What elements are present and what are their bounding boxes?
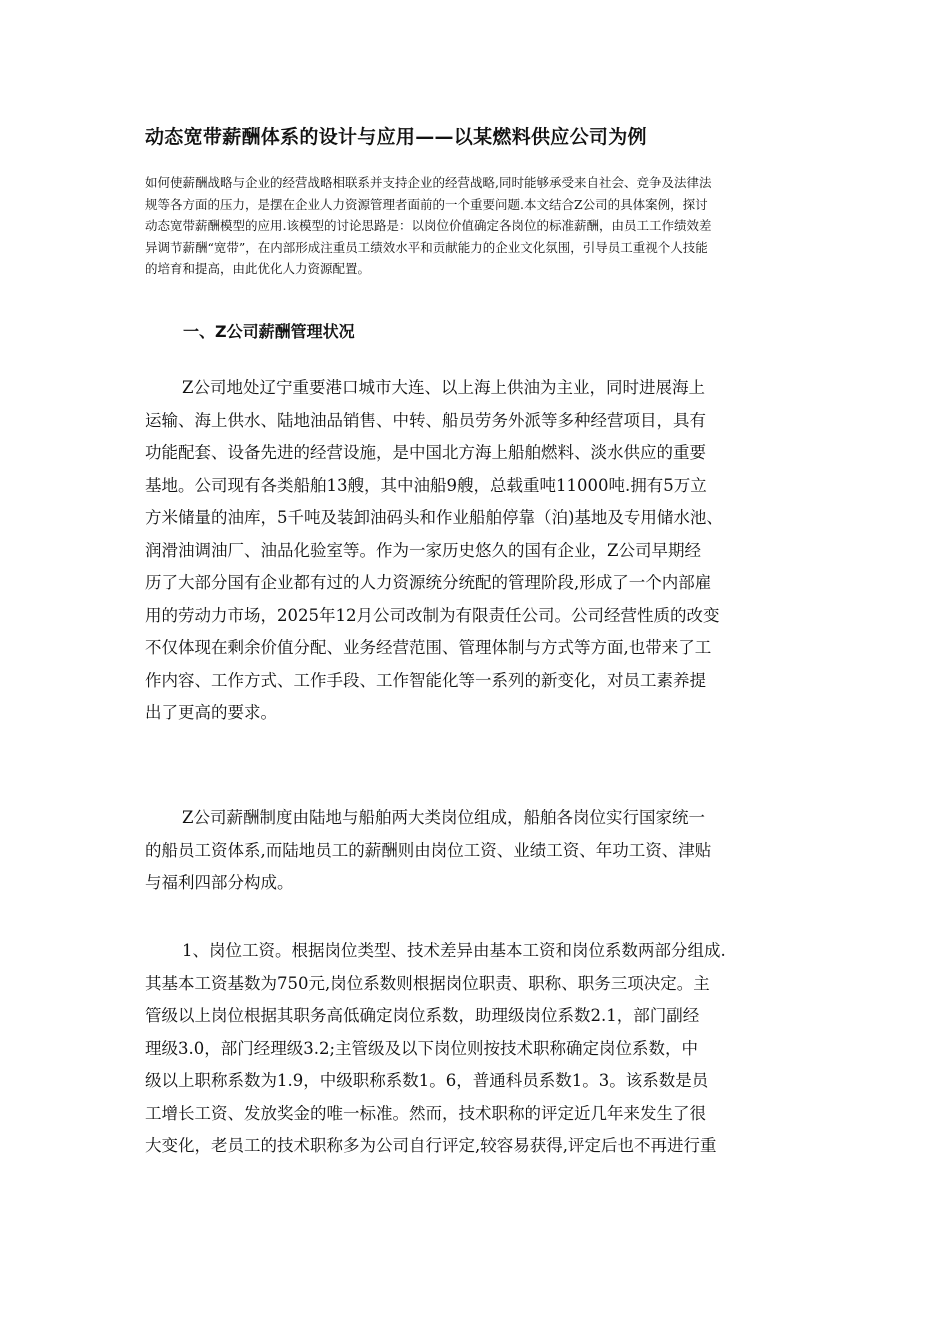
- paragraph-company-overview: [145, 372, 805, 730]
- paragraph-line: Z公司薪酬制度由陆地与船舶两大类岗位组成，船舶各岗位实行国家统一: [182, 808, 705, 827]
- paragraph-line: 管级以上岗位根据其职务高低确定岗位系数，助理级岗位系数2.1，部门副经: [145, 1006, 700, 1025]
- abstract-line: 规等各方面的压力，是摆在企业人力资源管理者面前的一个重要问题.本文结合Z公司的具体案例，探讨: [145, 196, 708, 212]
- abstract-line: 动态宽带薪酬模型的应用.该模型的讨论思路是：以岗位价值确定各岗位的标准薪酬，由员工工作绩效差: [145, 218, 712, 233]
- paragraph-line: Z公司地处辽宁重要港口城市大连、以上海上供油为主业，同时进展海上: [182, 378, 705, 397]
- paragraph-line: 基地。公司现有各类船舶13艘，其中油船9艘，总载重吨11000吨.拥有5万立: [145, 475, 707, 495]
- paragraph-line: 1、岗位工资。根据岗位类型、技术差异由基本工资和岗位系数两部分组成.: [182, 941, 726, 960]
- paragraph-line: 润滑油调油厂、油品化验室等。作为一家历史悠久的国有企业，Z公司早期经: [145, 540, 701, 560]
- paragraph-line: 其基本工资基数为750元,岗位系数则根据岗位职责、职称、职务三项决定。主: [145, 973, 710, 993]
- paragraph-line: 与福利四部分构成。: [145, 873, 294, 892]
- paragraph-line: 历了大部分国有企业都有过的人力资源统分统配的管理阶段,形成了一个内部雇: [145, 573, 712, 592]
- paragraph-salary-structure: [145, 802, 805, 900]
- paragraph-line: 理级3.0，部门经理级3.2;主管级及以下岗位则按技术职称确定岗位系数，中: [145, 1038, 699, 1058]
- section-heading: 一、Z公司薪酬管理状况: [183, 322, 355, 341]
- paragraph-line: 级以上职称系数为1.9，中级职称系数1。6，普通科员系数1。3。该系数是员: [145, 1071, 709, 1090]
- document-title: 动态宽带薪酬体系的设计与应用——以某燃料供应公司为例: [145, 126, 647, 148]
- paragraph-position-wage: [145, 935, 805, 1163]
- paragraph-line: 运输、海上供水、陆地油品销售、中转、船员劳务外派等多种经营项目，具有: [145, 410, 706, 430]
- paragraph-line: 用的劳动力市场，2025年12月公司改制为有限责任公司。公司经营性质的改变: [145, 605, 720, 625]
- paragraph-line: 的船员工资体系,而陆地员工的薪酬则由岗位工资、业绩工资、年功工资、津贴: [145, 840, 712, 860]
- paragraph-line: 作内容、工作方式、工作手段、工作智能化等一系列的新变化，对员工素养提: [145, 670, 706, 690]
- paragraph-line: 功能配套、设备先进的经营设施，是中国北方海上船舶燃料、淡水供应的重要: [145, 443, 706, 462]
- abstract-line: 如何使薪酬战略与企业的经营战略相联系并支持企业的经营战略,同时能够承受来自社会、竞争及法律法: [145, 175, 712, 190]
- abstract-line: 的培育和提高，由此优化人力资源配置。: [145, 261, 371, 276]
- paragraph-line: 方米储量的油库，5千吨及装卸油码头和作业船舶停靠（泊)基地及专用储水池、: [145, 508, 723, 527]
- paragraph-line: 不仅体现在剩余价值分配、业务经营范围、管理体制与方式等方面,也带来了工: [145, 638, 712, 657]
- paragraph-line: 工增长工资、发放奖金的唯一标准。然而，技术职称的评定近几年来发生了很: [145, 1103, 706, 1123]
- paragraph-line: 大变化，老员工的技术职称多为公司自行评定,较容易获得,评定后也不再进行重: [145, 1136, 717, 1155]
- paragraph-line: 出了更高的要求。: [145, 703, 277, 722]
- abstract: [145, 172, 805, 280]
- abstract-line: 异调节薪酬“宽带”，在内部形成注重员工绩效水平和贡献能力的企业文化氛围，引导员工重视个人技能: [145, 239, 708, 255]
